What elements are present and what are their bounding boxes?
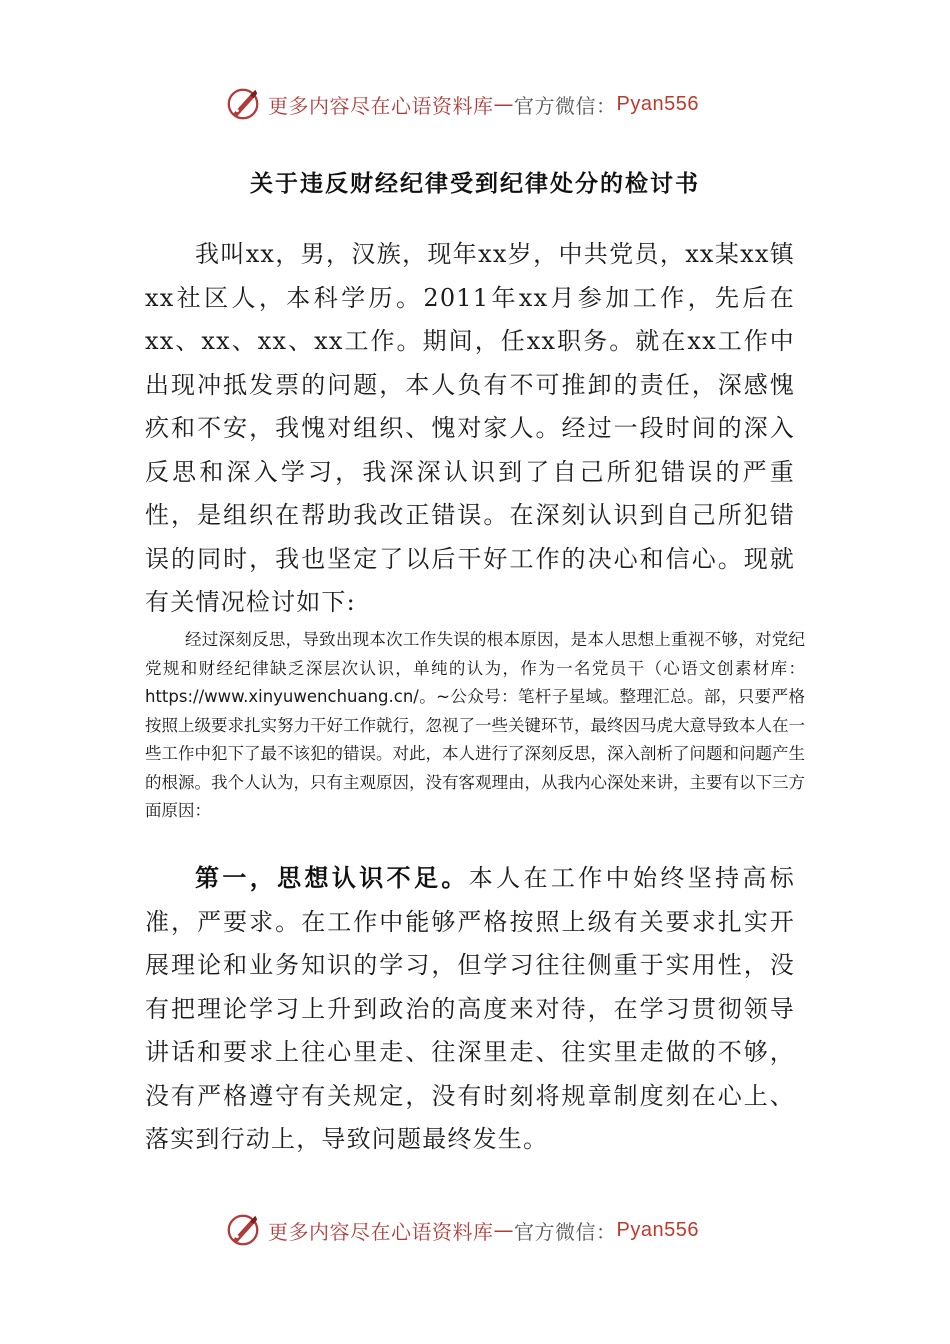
header-wechat-label: 官方微信：	[514, 93, 617, 118]
document-title: 关于违反财经纪律受到纪律处分的检讨书	[250, 171, 700, 197]
pen-nib-logo-icon	[224, 1211, 262, 1249]
header-banner-text: 更多内容尽在心语资料库	[268, 93, 494, 118]
footer-banner-separator: —	[493, 1218, 514, 1242]
intro-paragraph: 我叫xx，男，汉族，现年xx岁，中共党员，xx某xx镇xx社区人，本科学历。2011年xx月参加工作，先后在xx、xx、xx、xx工作。期间，任xx职务。就在xx工作中出现冲抵发票的问题，本人负有不可推卸的责任，深感愧疚和不安，我愧对组织、愧对家人。经过一段时间的深入反思和深入学习，我深深认识到了自己所犯错误的严重性，是组织在帮助我改正错误。在深刻认识到自己所犯错误的同时，我也坚定了以后干好工作的决心和信心。现就有关情况检讨如下:	[145, 240, 795, 616]
pen-nib-logo-icon	[224, 85, 262, 123]
footer-banner	[224, 1210, 744, 1250]
footer-wechat-id: Pyan556	[616, 1218, 699, 1241]
footer-wechat-label: 官方微信：	[514, 1219, 617, 1244]
point-one-heading: 第一，思想认识不足。	[195, 864, 469, 892]
header-banner-separator: —	[493, 92, 514, 116]
header-banner	[224, 84, 744, 124]
reason-paragraph: 经过深刻反思，导致出现本次工作失误的根本原因，是本人思想上重视不够，对党纪党规和财经纪律缺乏深层次认识，单纯的认为，作为一名党员干（心语文创素材库：https://www.xinyuwenchuang.cn/。~公众号：笔杆子星域。整理汇总。部，只要严格按照上级要求扎实努力干好工作就行，忽视了一些关键环节，最终因马虎大意导致本人在一些工作中犯下了最不该犯的错误。对此，本人进行了深刻反思，深入剖析了问题和问题产生的根源。我个人认为，只有主观原因，没有客观理由，从我内心深处来讲，主要有以下三方面原因：	[145, 630, 805, 820]
point-one-body: 本人在工作中始终坚持高标准，严要求。在工作中能够严格按照上级有关要求扎实开展理论和业务知识的学习，但学习往往侧重于实用性，没有把理论学习上升到政治的高度来对待，在学习贯彻领导讲话和要求上往心里走、往深里走、往实里走做的不够，没有严格遵守有关规定，没有时刻将规章制度刻在心上、落实到行动上，导致问题最终发生。	[145, 864, 796, 1153]
point-one-paragraph	[145, 857, 795, 1162]
footer-banner-text: 更多内容尽在心语资料库	[268, 1219, 494, 1244]
header-wechat-id: Pyan556	[616, 92, 699, 115]
